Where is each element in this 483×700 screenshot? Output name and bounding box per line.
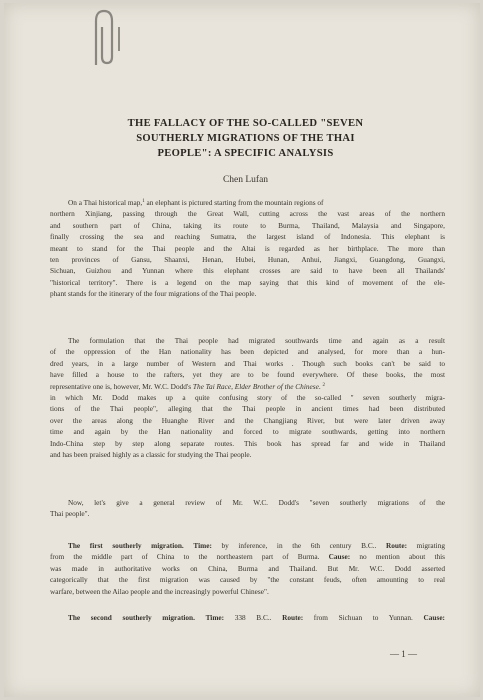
text-line: "historical territory". There is a legend on the map saying that this kind of movement of the ele- [50, 277, 445, 287]
text-line: and has been praised highly as a classic for studying the Thai people. [50, 450, 252, 460]
text-line: northern Xinjiang, passing through the Great Wall, cutting across the vast areas of the northern [50, 209, 445, 219]
title-line: THE FALLACY OF THE SO-CALLED "SEVEN [127, 118, 364, 129]
text-line: phant stands for the itinerary of the four migrations of the Thai people. [50, 289, 257, 299]
title-line: PEOPLE": A SPECIFIC ANALYSIS [157, 148, 334, 159]
paragraph-2 [50, 335, 445, 460]
paragraph-3 [50, 497, 445, 520]
text-line: of the oppression of the Han nationality has been depicted and analysed, for more than a hun- [50, 347, 445, 357]
paperclip-icon [86, 7, 126, 69]
text-line: The second southerly migration. Time: 338 B.C.. Route: from Sichuan to Yunnan. Cause: [68, 613, 445, 622]
text-line: Now, let's give a general review of Mr. W.C. Dodd's "seven southerly migrations of the [68, 498, 445, 507]
text-line: On a Thai historical map,$^1$ an elephant is pictured starting from the mountain regions of [68, 198, 324, 207]
text-line: categorically that the first migration was caused by "the constant feuds, often amounting to real [50, 575, 445, 585]
text-line: The first southerly migration. Time: by inference, in the 6th century B.C.. Route: migrating [68, 541, 445, 550]
text-line: Thai people". [50, 509, 90, 519]
text-line: dred years, in a large number of Western and Thai works . Though such books can't be said to [50, 358, 445, 368]
page-number: — 1 — [390, 649, 417, 659]
text-line: tions of the Thai people", alleging that the Thai people in ancient times had been distributed [50, 404, 445, 414]
text-line: meant to stand for the Thai people and the Altai is regarded as her birthplace. The more than [50, 243, 445, 253]
text-line: warfare, between the Ailao people and the increasingly powerful Chinese". [50, 586, 269, 596]
title-line: SOUTHERLY MIGRATIONS OF THE THAI [136, 133, 355, 144]
text-line: time and again by the Han nationality and forced to migrate southwards, getting into northern [50, 427, 445, 437]
text-line: Sichuan, Guizhou and Yunnan where this elephant crosses are said to have been all Thailands' [50, 266, 445, 276]
paragraph-1 [50, 197, 445, 300]
text-line: finally crossing the sea and reaching Sumatra, the largest island of Indonesia. This elephant is [50, 232, 445, 242]
footnote-marker: 2 [322, 382, 325, 388]
document-title [44, 116, 447, 161]
text-line: have filled a house to the rafters, yet they are to be found everywhere. Of these books, the most [50, 370, 445, 380]
text-line: was made in authoritative works on China, Burma and Thailand. But Mr. W.C. Dodd asserted [50, 563, 445, 573]
text-line: The formulation that the Thai people had migrated southwards time and again as a result [68, 336, 445, 345]
text-line: in which Mr. Dodd makes up a quite confusing story of the so-called " seven southerly migra- [50, 393, 445, 403]
text-line: representative one is, however, Mr. W.C. Dodd's The Tai Race, Elder Brother of the Chinese. $^2$ [50, 381, 325, 391]
text-line: Indo-China step by step along separate routes. This book has spread far and wide in Thailand [50, 438, 445, 448]
author-name: Chen Lufan [222, 175, 269, 185]
text-line: over the areas along the Huanghe River and the Changjiang River, but were later driven away [50, 415, 445, 425]
document-page [4, 3, 480, 697]
book-title: The Tai Race, Elder Brother of the Chinese [192, 381, 319, 391]
text-line: from the middle part of China to the northeastern part of Burma. Cause: no mention about this [50, 552, 445, 562]
paragraph-5 [50, 612, 445, 623]
text-line: and southern part of China, taking its route to Burma, Thailand, Malaysia and Singapore, [50, 220, 445, 230]
text-line: ten provinces of Gansu, Shaanxi, Henan, Hubei, Hunan, Anhui, Jiangxi, Guangdong, Guangxi, [50, 255, 445, 265]
footnote-marker: 1 [142, 199, 145, 204]
paragraph-4 [50, 540, 445, 597]
